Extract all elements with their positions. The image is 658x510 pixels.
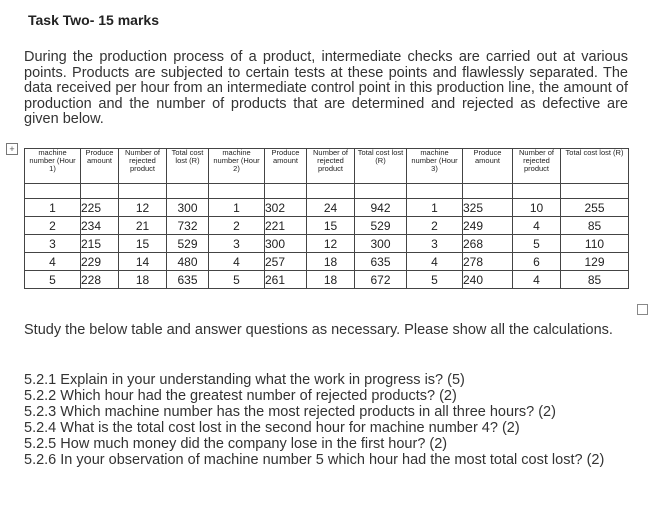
table-cell: 1 [209, 199, 265, 217]
table-cell: 18 [119, 271, 167, 289]
table-cell: 1 [25, 199, 81, 217]
question-5-2-2: 5.2.2 Which hour had the greatest number of rejected products? (2) [24, 388, 457, 404]
table-cell: 249 [463, 217, 513, 235]
table-header-cell: Number of rejected product [119, 149, 167, 184]
question-5-2-3: 5.2.3 Which machine number has the most rejected products in all three hours? (2) [24, 404, 556, 420]
table-cell: 635 [355, 253, 407, 271]
table-cell: 325 [463, 199, 513, 217]
table-cell: 110 [561, 235, 629, 253]
table-cell: 85 [561, 271, 629, 289]
table-cell: 12 [119, 199, 167, 217]
table-body [25, 184, 629, 289]
table-cell: 129 [561, 253, 629, 271]
table-row [25, 217, 629, 235]
table-cell: 221 [265, 217, 307, 235]
table-header-row [25, 149, 629, 184]
table-cell: 4 [25, 253, 81, 271]
table-cell: 2 [25, 217, 81, 235]
table-cell: 18 [307, 271, 355, 289]
table-cell: 257 [265, 253, 307, 271]
table-cell: 229 [81, 253, 119, 271]
table-cell: 480 [167, 253, 209, 271]
table-cell: 21 [119, 217, 167, 235]
table-header-cell: Produce amount [265, 149, 307, 184]
question-5-2-4: 5.2.4 What is the total cost lost in the second hour for machine number 4? (2) [24, 420, 520, 436]
table-cell: 4 [209, 253, 265, 271]
table-cell: 4 [407, 253, 463, 271]
table-header-cell: Number of rejected product [513, 149, 561, 184]
table-cell: 18 [307, 253, 355, 271]
table-cell: 10 [513, 199, 561, 217]
table-header-cell: Produce amount [463, 149, 513, 184]
table-header-cell: Total cost lost (R) [167, 149, 209, 184]
question-5-2-1: 5.2.1 Explain in your understanding what the work in progress is? (5) [24, 372, 465, 388]
table-header-cell: machine number (Hour 3) [407, 149, 463, 184]
production-table [24, 148, 629, 289]
table-move-handle-icon[interactable]: + [6, 143, 18, 155]
table-cell: 3 [25, 235, 81, 253]
table-cell: 15 [307, 217, 355, 235]
table-resize-handle[interactable] [637, 304, 648, 315]
table-cell: 255 [561, 199, 629, 217]
table-cell: 4 [513, 217, 561, 235]
table-header-cell: Total cost lost (R) [355, 149, 407, 184]
table-cell: 4 [513, 271, 561, 289]
table-cell: 261 [265, 271, 307, 289]
table-cell: 2 [209, 217, 265, 235]
table-cell: 5 [513, 235, 561, 253]
table-cell: 3 [209, 235, 265, 253]
table-cell: 268 [463, 235, 513, 253]
table-cell: 85 [561, 217, 629, 235]
table-row [25, 199, 629, 217]
table-cell: 215 [81, 235, 119, 253]
table-cell: 228 [81, 271, 119, 289]
table-cell: 635 [167, 271, 209, 289]
table-cell: 3 [407, 235, 463, 253]
table-header-cell: Produce amount [81, 149, 119, 184]
table-header-cell: Total cost lost (R) [561, 149, 629, 184]
table-cell: 5 [25, 271, 81, 289]
table-cell: 529 [355, 217, 407, 235]
table-cell: 300 [265, 235, 307, 253]
table-cell: 15 [119, 235, 167, 253]
study-instruction: Study the below table and answer questions as necessary. Please show all the calculations. [24, 322, 613, 338]
table-row [25, 235, 629, 253]
table-header-cell: machine number (Hour 2) [209, 149, 265, 184]
table-row [25, 253, 629, 271]
table-header-cell: Number of rejected product [307, 149, 355, 184]
table-cell: 240 [463, 271, 513, 289]
table-cell: 529 [167, 235, 209, 253]
task-title: Task Two- 15 marks [28, 12, 159, 28]
table-cell: 225 [81, 199, 119, 217]
table-cell: 278 [463, 253, 513, 271]
table-cell: 300 [355, 235, 407, 253]
table-header-cell: machine number (Hour 1) [25, 149, 81, 184]
table-cell: 732 [167, 217, 209, 235]
table-cell: 302 [265, 199, 307, 217]
intro-paragraph: During the production process of a product, intermediate checks are carried out at various points. Products are subjected to certain tests at these points and flawlessly separated. The data received per hour from an intermediate control point in this production line, the amount of production and the number of products that are determined and rejected as defective are given below. [24, 49, 628, 127]
table-cell: 12 [307, 235, 355, 253]
table-cell: 14 [119, 253, 167, 271]
table-cell: 5 [209, 271, 265, 289]
table-blank-row [25, 184, 629, 199]
table-cell: 2 [407, 217, 463, 235]
table-cell: 234 [81, 217, 119, 235]
question-5-2-5: 5.2.5 How much money did the company lose in the first hour? (2) [24, 436, 448, 452]
table-cell: 942 [355, 199, 407, 217]
table-row [25, 271, 629, 289]
table-cell: 672 [355, 271, 407, 289]
table-cell: 1 [407, 199, 463, 217]
table-cell: 6 [513, 253, 561, 271]
table-cell: 300 [167, 199, 209, 217]
question-5-2-6: 5.2.6 In your observation of machine number 5 which hour had the most total cost lost? (2) [24, 452, 605, 468]
table-cell: 24 [307, 199, 355, 217]
questions-list [24, 372, 628, 468]
table-cell: 5 [407, 271, 463, 289]
